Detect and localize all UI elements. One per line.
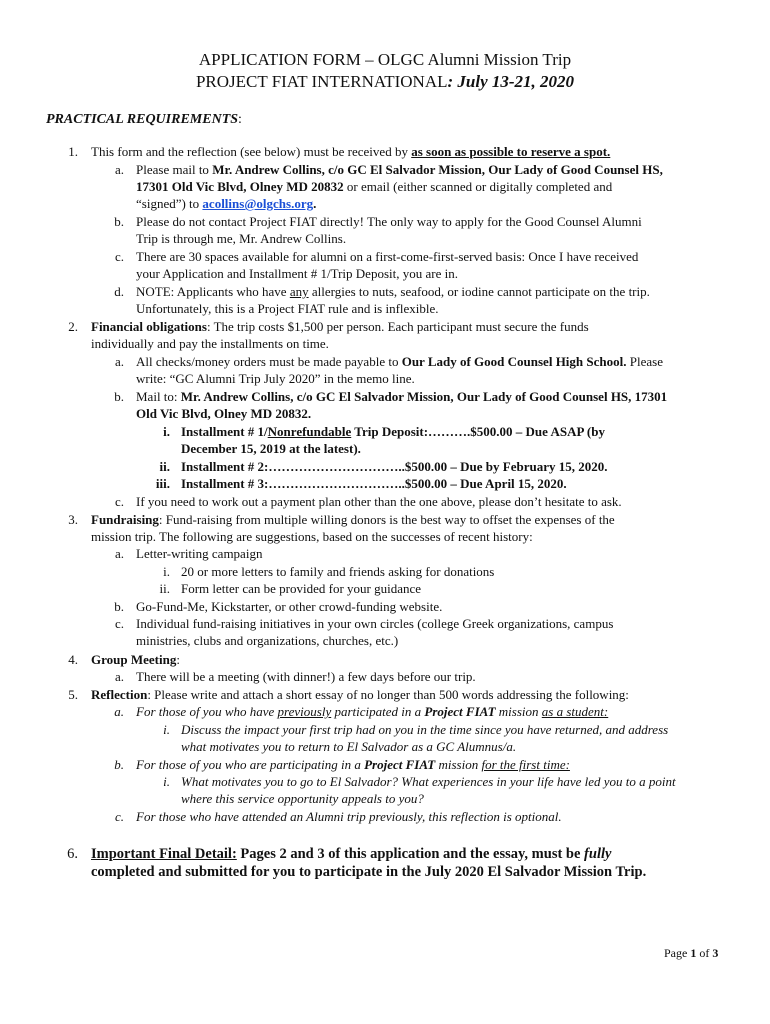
page-number: Page 1 of 3 <box>664 946 719 960</box>
financial-heading: Financial obligations: The trip costs $1,500 per person. Each participant must secure the funds <box>91 319 589 334</box>
allergy-note-line1: NOTE: Applicants who have any allergies to nuts, seafood, or iodine cannot participate on the trip. <box>136 284 650 299</box>
fundraising-heading: Fundraising: Fund-raising from multiple willing donors is the best way to offset the expenses of the <box>91 512 615 527</box>
mailto-line2: Old Vic Blvd, Olney MD 20832. <box>136 406 312 421</box>
payable-line1: All checks/money orders must be made payable to Our Lady of Good Counsel High School. Please <box>136 354 663 369</box>
spaces-note-line2: your Application and Installment # 1/Trip Deposit, you are in. <box>136 266 458 281</box>
payment-plan-note: If you need to work out a payment plan other than the one above, please don’t hesitate to ask. <box>136 494 622 509</box>
final-detail-line2: completed and submitted for you to participate in the July 2020 El Salvador Mission Trip. <box>91 864 647 880</box>
letters-count: 20 or more letters to family and friends asking for donations <box>181 564 495 579</box>
reflection-heading: Reflection: Please write and attach a short essay of no longer than 500 words addressing the following: <box>91 687 629 702</box>
spaces-note-line1: There are 30 spaces available for alumni on a first-come-first-served basis: Once I have received <box>136 249 639 264</box>
contact-note-line1: Please do not contact Project FIAT directly! The only way to apply for the Good Counsel Alumni <box>136 214 642 229</box>
item-number: 5. <box>68 687 78 702</box>
trip-dates: : July 13-21, 2020 <box>447 72 575 91</box>
installment-1: Installment # 1/Nonrefundable Trip Deposit:……….$500.00 – Due ASAP (by <box>181 424 605 439</box>
meeting-heading: Group Meeting: <box>91 652 180 667</box>
item-number: 4. <box>68 652 78 667</box>
item-letter: c. <box>114 809 124 824</box>
installment-1-date: December 15, 2019 at the latest). <box>181 441 361 456</box>
item-number: 1. <box>68 144 78 159</box>
trip-subtitle: PROJECT FIAT INTERNATIONAL: July 13-21, 2020 <box>195 72 575 91</box>
item-letter: b. <box>114 389 124 404</box>
first-time-participants: For those of you who are participating in a Project FIAT mission for the first time: <box>136 757 570 772</box>
allergy-note-line2: Unfortunately, this is a Project FIAT rule and is inflexible. <box>136 301 439 316</box>
final-detail-line1: Important Final Detail: Pages 2 and 3 of this application and the essay, must be fully <box>91 846 612 862</box>
item-letter: a. <box>114 546 124 561</box>
mailto-line1: Mail to: Mr. Andrew Collins, c/o GC El Salvador Mission, Our Lady of Good Counsel HS, 17301 <box>136 389 668 404</box>
item-letter: b. <box>114 214 124 229</box>
item-letter: a. <box>114 162 124 177</box>
email-link[interactable]: acollins@olgchs.org <box>202 196 314 211</box>
deadline-text: as soon as possible to reserve a spot. <box>411 144 611 159</box>
item-roman: i. <box>163 424 170 439</box>
installment-3: Installment # 3:…………………………..$500.00 – Due April 15, 2020. <box>181 476 567 491</box>
item-roman: i. <box>163 722 170 737</box>
letter-campaign: Letter-writing campaign <box>136 546 263 561</box>
section1-intro: This form and the reflection (see below) must be received by as soon as possible to reserve a spot. <box>91 144 611 159</box>
item-roman: i. <box>163 564 170 579</box>
item-number: 3. <box>68 512 78 527</box>
form-letter: Form letter can be provided for your guidance <box>181 581 422 596</box>
mail-instruction: Please mail to Mr. Andrew Collins, c/o GC El Salvador Mission, Our Lady of Good Counsel HS, <box>136 162 663 177</box>
form-title: APPLICATION FORM – OLGC Alumni Mission Trip <box>198 50 572 69</box>
item-letter: c. <box>114 249 124 264</box>
returning-prompt-line2: what motivates you to return to El Salvador as a GC Alumnus/a. <box>181 739 517 754</box>
individual-initiatives-line2: ministries, clubs and organizations, churches, etc.) <box>136 633 399 648</box>
requirements-heading: PRACTICAL REQUIREMENTS: <box>46 112 242 127</box>
returning-participants: For those of you who have previously participated in a Project FIAT mission as a student: <box>136 704 609 719</box>
item-letter: d. <box>114 284 124 299</box>
meeting-note: There will be a meeting (with dinner!) a few days before our trip. <box>136 669 476 684</box>
item-letter: a. <box>114 354 124 369</box>
installment-2: Installment # 2:…………………………..$500.00 – Due by February 15, 2020. <box>181 459 608 474</box>
email-line: “signed”) to acollins@olgchs.org. <box>136 196 317 211</box>
contact-note-line2: Trip is through me, Mr. Andrew Collins. <box>136 231 347 246</box>
item-roman: iii. <box>155 476 170 491</box>
payable-line2: write: “GC Alumni Trip July 2020” in the memo line. <box>136 371 415 386</box>
financial-line2: individually and pay the installments on time. <box>91 336 329 351</box>
individual-initiatives-line1: Individual fund-raising initiatives in your own circles (college Greek organizations, campus <box>136 616 614 631</box>
item-letter: c. <box>114 494 124 509</box>
crowdfunding: Go-Fund-Me, Kickstarter, or other crowd-funding website. <box>136 599 443 614</box>
optional-reflection-note: For those who have attended an Alumni trip previously, this reflection is optional. <box>136 809 562 824</box>
item-roman: ii. <box>159 581 170 596</box>
item-number: 6. <box>67 846 78 862</box>
item-letter: a. <box>114 704 124 719</box>
returning-prompt-line1: Discuss the impact your first trip had on you in the time since you have returned, and address <box>181 722 669 737</box>
first-time-prompt-line1: What motivates you to go to El Salvador? What experiences in your life have led you to a point <box>181 774 676 789</box>
item-letter: a. <box>114 669 124 684</box>
item-letter: c. <box>114 616 124 631</box>
item-number: 2. <box>68 319 78 334</box>
first-time-prompt-line2: where this service opportunity appeals to you? <box>181 791 424 806</box>
item-roman: i. <box>163 774 170 789</box>
fundraising-line2: mission trip. The following are suggestions, based on the successes of recent history: <box>91 529 533 544</box>
item-roman: ii. <box>159 459 170 474</box>
item-letter: b. <box>114 599 124 614</box>
mail-address: 17301 Old Vic Blvd, Olney MD 20832 or email (either scanned or digitally completed and <box>136 179 613 194</box>
item-letter: b. <box>114 757 124 772</box>
